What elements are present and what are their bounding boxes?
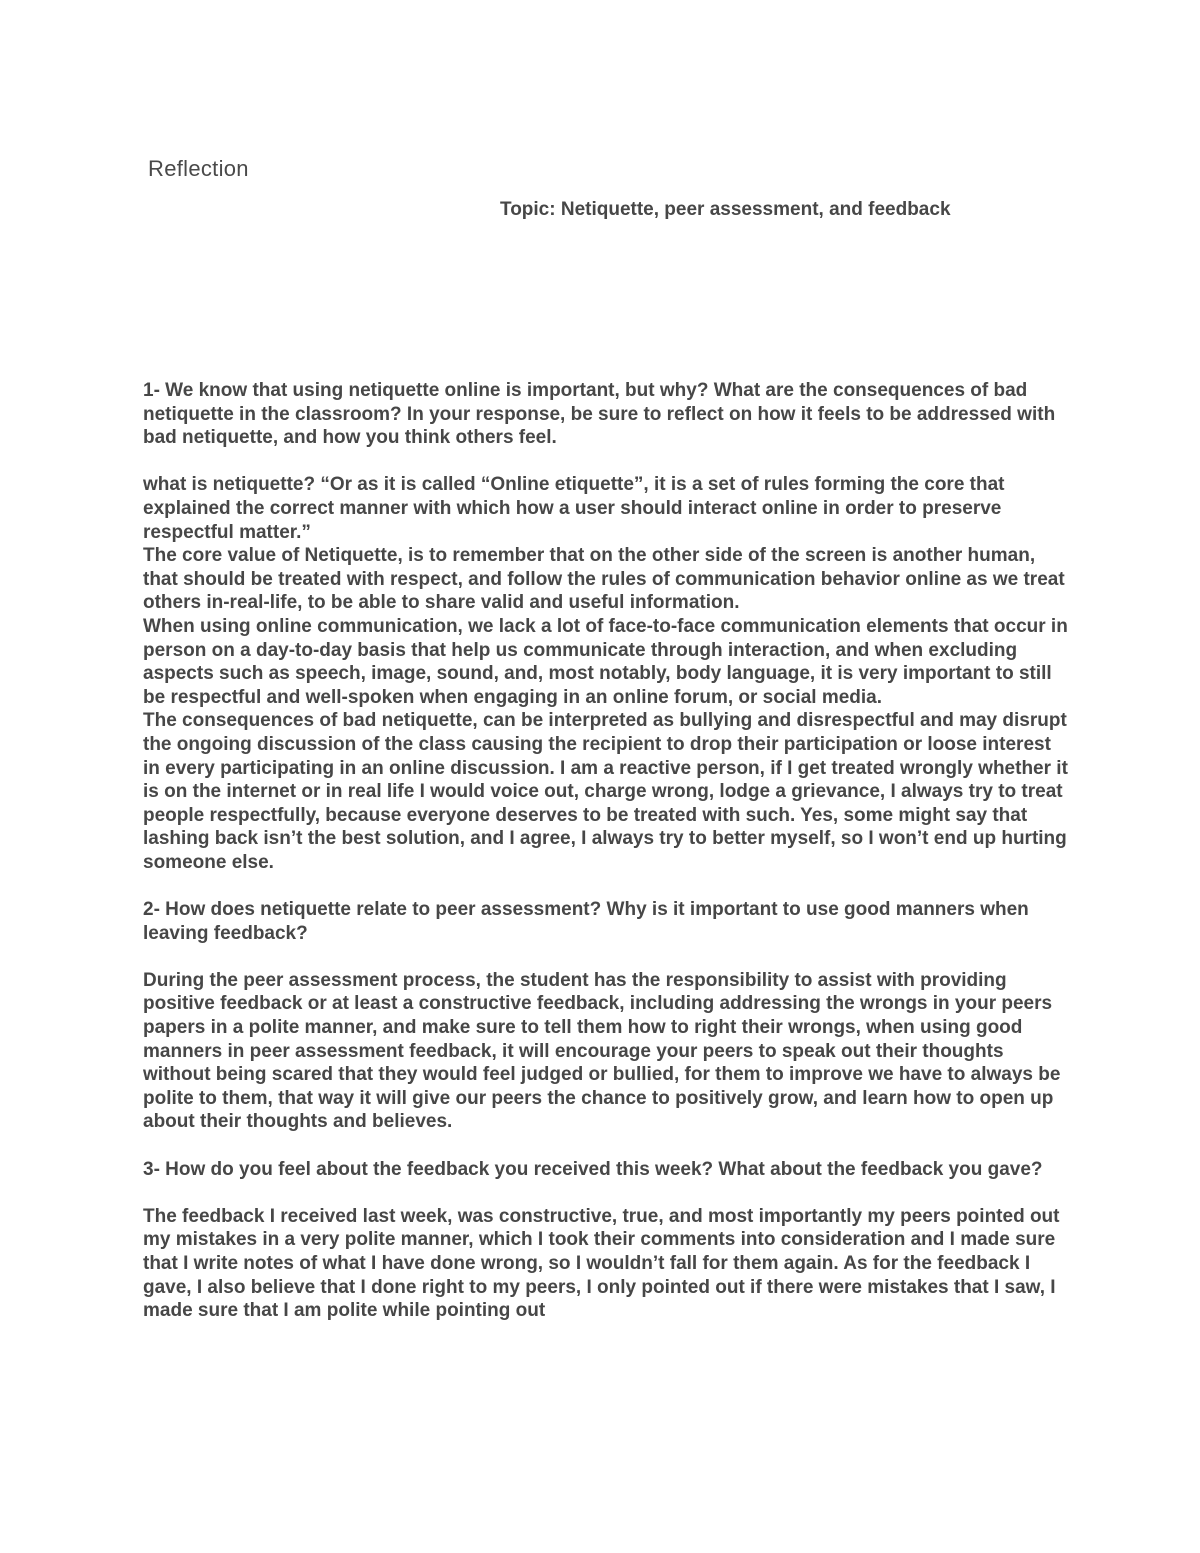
document-body bbox=[143, 379, 1073, 1323]
paragraph-gap bbox=[143, 450, 1073, 474]
paragraph-gap bbox=[143, 1181, 1073, 1205]
document-topic: Topic: Netiquette, peer assessment, and feedback bbox=[500, 199, 951, 220]
answer-1-paragraph-4: The consequences of bad netiquette, can be interpreted as bullying and disrespectful and may disrupt the ongoing discussion of the class causing the recipient to drop their participation or loose interest in every participating in an online discussion. I am a reactive person, if I get treated wrongly whether it is on the internet or in real life I would voice out, charge wrong, lodge a grievance, I always try to treat people respectfully, because everyone deserves to be treated with such. Yes, some might say that lashing back isn’t the best solution, and I agree, I always try to better myself, so I won’t end up hurting someone else. bbox=[143, 710, 1068, 873]
answer-1-paragraph-2: The core value of Netiquette, is to remember that on the other side of the screen is another human, that should be treated with respect, and follow the rules of communication behavior online as we treat others in-real-life, to be able to share valid and useful information. bbox=[143, 545, 1065, 614]
question-2: 2- How does netiquette relate to peer assessment? Why is it important to use good manners when leaving feedback? bbox=[143, 899, 1029, 944]
paragraph-gap bbox=[143, 1134, 1073, 1158]
answer-3-paragraph-1: The feedback I received last week, was constructive, true, and most importantly my peers pointed out my mistakes in a very polite manner, which I took their comments into consideration and I made sure that I write notes of what I have done wrong, so I wouldn’t fall for them again. As for the feedback I gave, I also believe that I done right to my peers, I only pointed out if there were mistakes that I saw, I made sure that I am polite while pointing out bbox=[143, 1205, 1060, 1322]
answer-2-paragraph-1: During the peer assessment process, the student has the responsibility to assist with providing positive feedback or at least a constructive feedback, including addressing the wrongs in your peers papers in a polite manner, and make sure to tell them how to right their wrongs, when using good manners in peer assessment feedback, it will encourage your peers to speak out their thoughts without being scared that they would feel judged or bullied, for them to improve we have to always be polite to them, that way it will give our peers the chance to positively grow, and learn how to open up about their thoughts and believes. bbox=[143, 969, 1061, 1133]
document-title: Reflection bbox=[148, 156, 249, 181]
paragraph-gap bbox=[143, 874, 1073, 898]
paragraph-gap bbox=[143, 945, 1073, 969]
question-3: 3- How do you feel about the feedback you received this week? What about the feedback you gave? bbox=[143, 1158, 1043, 1180]
question-1: 1- We know that using netiquette online is important, but why? What are the consequences of bad netiquette in the classroom? In your response, be sure to reflect on how it feels to be addressed with bad netiquette, and how you think others feel. bbox=[143, 380, 1056, 449]
answer-1-paragraph-1: what is netiquette? “Or as it is called “Online etiquette”, it is a set of rules forming the core that explained the correct manner with which how a user should interact online in order to preserve respectful matter.” bbox=[143, 474, 1005, 543]
answer-1-paragraph-3: When using online communication, we lack a lot of face-to-face communication elements that occur in person on a day-to-day basis that help us communicate through interaction, and when excluding aspects such as speech, image, sound, and, most notably, body language, it is very important to still be respectful and well-spoken when engaging in an online forum, or social media. bbox=[143, 615, 1068, 708]
